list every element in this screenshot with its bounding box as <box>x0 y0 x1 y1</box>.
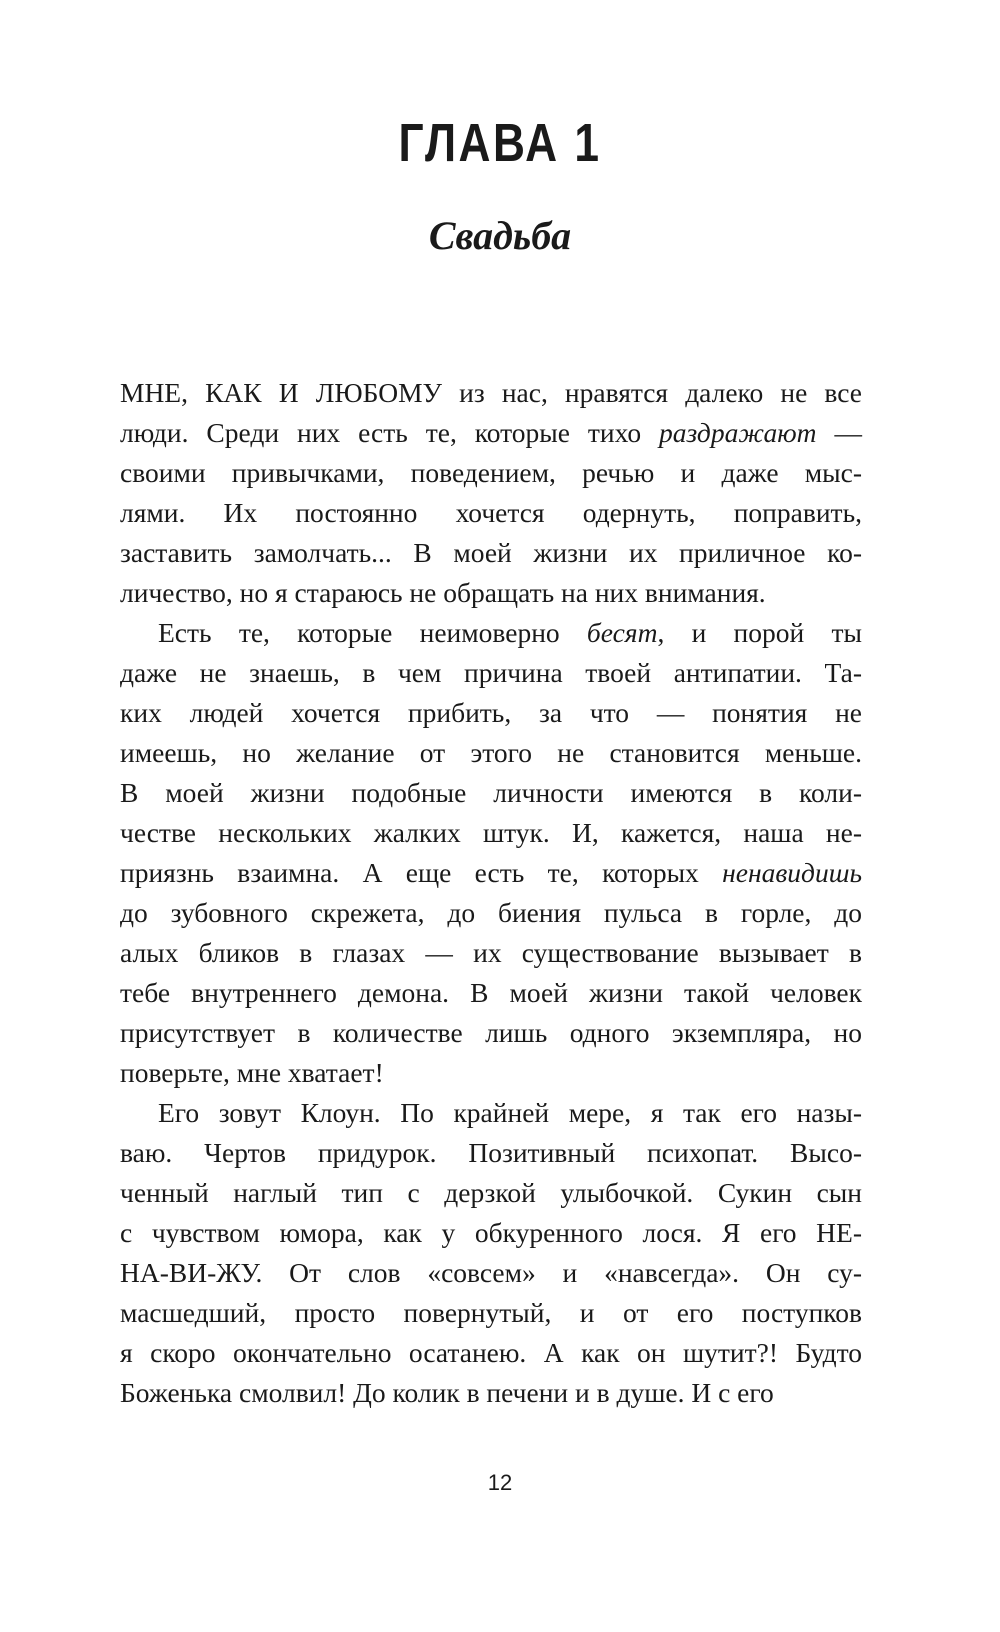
text-segment: честве нескольких жалких штук. И, кажется, наша не- <box>120 817 862 848</box>
text-line <box>120 733 862 773</box>
text-line <box>120 973 862 1013</box>
chapter-body-text <box>120 373 862 1413</box>
text-line <box>120 573 862 613</box>
text-segment: лями. Их постоянно хочется одернуть, поправить, <box>120 497 862 528</box>
text-line <box>120 1373 862 1413</box>
text-line <box>120 453 862 493</box>
text-line <box>120 1133 862 1173</box>
text-segment: даже не знаешь, в чем причина твоей антипатии. Та- <box>120 657 862 688</box>
text-segment: приязнь взаимна. А еще есть те, которых <box>120 857 723 888</box>
text-segment: В моей жизни подобные личности имеются в коли- <box>120 777 862 808</box>
text-segment: ких людей хочется прибить, за что — понятия не <box>120 697 862 728</box>
text-segment: Его зовут Клоун. По крайней мере, я так его назы- <box>158 1097 862 1128</box>
text-segment: личество, но я стараюсь не обращать на них внимания. <box>120 577 766 608</box>
text-line <box>120 773 862 813</box>
text-line <box>120 653 862 693</box>
text-segment: присутствует в количестве лишь одного экземпляра, но <box>120 1017 862 1048</box>
text-segment: я скоро окончательно осатанею. А как он шутит?! Будто <box>120 1337 862 1368</box>
text-line <box>120 1213 862 1253</box>
text-segment: Боженька смолвил! До колик в печени и в душе. И с его <box>120 1377 774 1408</box>
text-segment: люди. Среди них есть те, которые тихо <box>120 417 660 448</box>
chapter-subtitle: Свадьба <box>428 213 572 258</box>
text-segment: , и порой ты <box>657 617 862 648</box>
text-line <box>120 1293 862 1333</box>
emphasized-word: раздражают <box>659 417 817 448</box>
text-line <box>120 1053 862 1093</box>
text-segment: с чувством юмора, как у обкуренного лося. Я его НЕ- <box>120 1217 862 1248</box>
text-line <box>120 853 862 893</box>
text-segment: тебе внутреннего демона. В моей жизни такой человек <box>120 977 862 1008</box>
text-segment: ченный наглый тип с дерзкой улыбочкой. Сукин сын <box>120 1177 862 1208</box>
text-segment: НА-ВИ-ЖУ. От слов «совсем» и «навсегда». Он су- <box>120 1257 862 1288</box>
text-line <box>120 493 862 533</box>
text-line <box>120 813 862 853</box>
text-line <box>120 413 862 453</box>
text-segment: масшедший, просто повернутый, и от его поступков <box>120 1297 862 1328</box>
text-segment: ваю. Чертов придурок. Позитивный психопат. Высо- <box>120 1137 862 1168</box>
text-line <box>120 533 862 573</box>
text-segment: Есть те, которые неимоверно <box>158 617 587 648</box>
text-segment: до зубовного скрежета, до биения пульса в горле, до <box>120 897 862 928</box>
text-line <box>120 1173 862 1213</box>
text-line <box>120 893 862 933</box>
text-line <box>120 613 862 653</box>
text-line <box>120 373 862 413</box>
text-segment: алых бликов в глазах — их существование вызывает в <box>120 937 862 968</box>
text-segment: имеешь, но желание от этого не становится меньше. <box>120 737 862 768</box>
text-line <box>120 933 862 973</box>
text-line <box>120 1333 862 1373</box>
emphasized-word: бесят <box>586 617 658 648</box>
chapter-title: ГЛАВА 1 <box>398 113 602 173</box>
text-line <box>120 693 862 733</box>
text-line <box>120 1093 862 1133</box>
text-segment: МНЕ, КАК И ЛЮБОМУ из нас, нравятся далеко не все <box>120 377 862 408</box>
text-segment: поверьте, мне хватает! <box>120 1057 384 1088</box>
text-segment: своими привычками, поведением, речью и даже мыс- <box>120 457 862 488</box>
text-segment: — <box>816 417 862 448</box>
text-line <box>120 1253 862 1293</box>
text-segment: заставить замолчать... В моей жизни их приличное ко- <box>120 537 862 568</box>
page-number: 12 <box>487 1470 513 1495</box>
text-line <box>120 1013 862 1053</box>
emphasized-word: ненавидишь <box>722 857 862 888</box>
